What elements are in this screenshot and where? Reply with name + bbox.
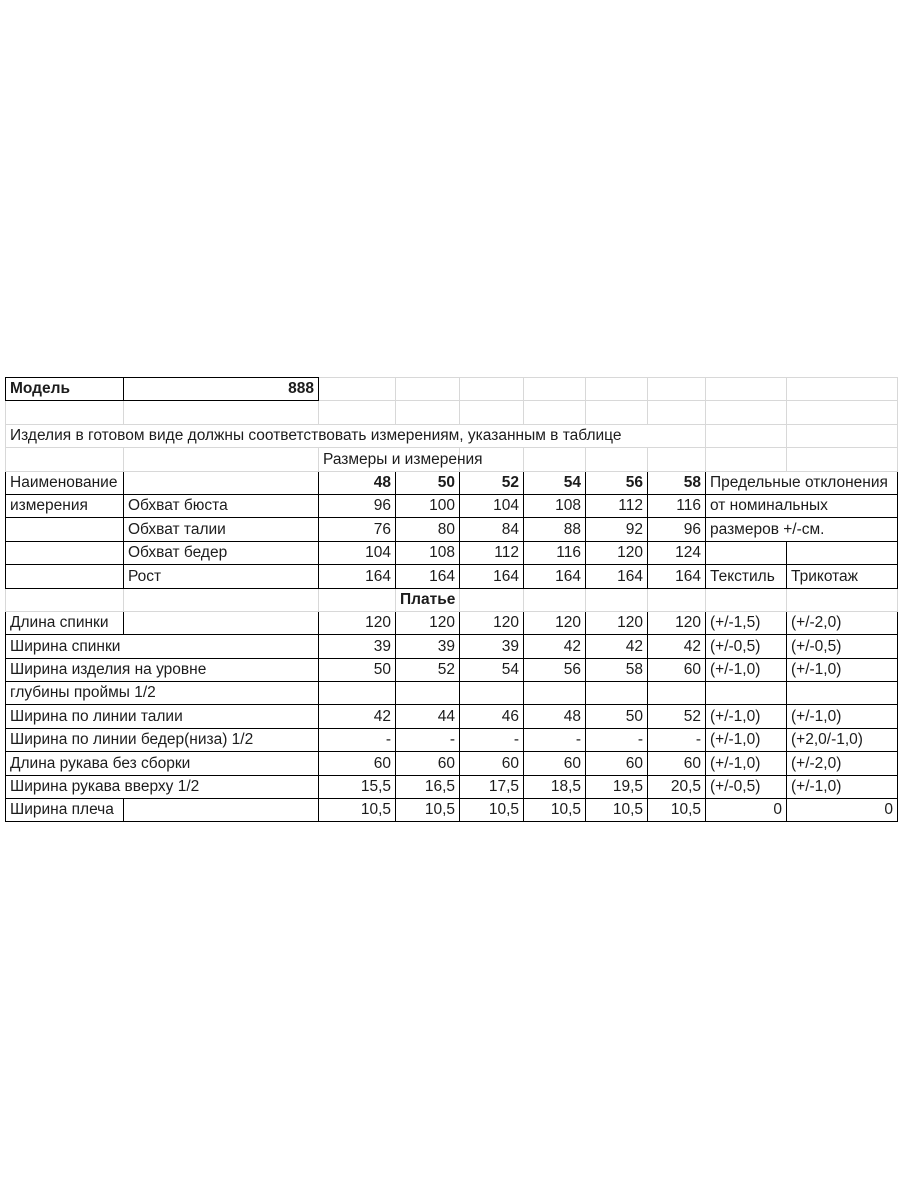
empty-cell <box>648 378 706 401</box>
measurement-value-cell: 124 <box>648 541 706 564</box>
textile-tolerance-cell: (+/-1,0) <box>706 728 787 751</box>
dress-value-cell: - <box>319 728 396 751</box>
dress-value-cell: 60 <box>524 752 586 775</box>
knit-tolerance-cell: (+2,0/-1,0) <box>787 728 898 751</box>
empty-cell <box>6 448 124 471</box>
dress-value-cell: 42 <box>524 635 586 658</box>
dress-value-cell: 46 <box>460 705 524 728</box>
sizes-title-row <box>6 448 898 471</box>
measurement-value-cell: 76 <box>319 518 396 541</box>
dress-value-cell: 39 <box>319 635 396 658</box>
deviation-note-cell: от номинальных <box>706 494 898 517</box>
empty-cell <box>787 448 898 471</box>
measurement-label-cell: Рост <box>124 565 319 588</box>
measurement-row <box>6 518 898 541</box>
measurement-value-cell: 164 <box>396 565 460 588</box>
textile-tolerance-cell: (+/-0,5) <box>706 775 787 798</box>
dress-value-cell: 60 <box>396 752 460 775</box>
empty-cell <box>6 588 124 611</box>
dress-value-cell: 60 <box>648 752 706 775</box>
dress-value-cell: 52 <box>648 705 706 728</box>
dress-value-cell: 10,5 <box>396 799 460 822</box>
dress-value-cell: - <box>648 728 706 751</box>
dress-value-cell: - <box>524 728 586 751</box>
empty-cell <box>706 378 787 401</box>
empty-cell <box>124 611 319 634</box>
empty-cell <box>460 378 524 401</box>
dress-row <box>6 611 898 634</box>
empty-cell <box>706 401 787 424</box>
empty-row <box>6 401 898 424</box>
empty-cell <box>586 378 648 401</box>
model-number-cell: 888 <box>124 378 319 401</box>
dress-value-cell: 120 <box>396 611 460 634</box>
dress-value-cell: 39 <box>396 635 460 658</box>
dress-value-cell: 52 <box>396 658 460 681</box>
header-name2-cell: измерения <box>6 494 124 517</box>
empty-cell <box>648 401 706 424</box>
dress-row <box>6 799 898 822</box>
note-cell: Изделия в готовом виде должны соответствовать измерениям, указанным в таблице <box>6 424 706 447</box>
measurement-value-cell: 116 <box>524 541 586 564</box>
measurement-value-cell: 108 <box>396 541 460 564</box>
empty-cell <box>396 378 460 401</box>
dress-row <box>6 658 898 681</box>
measurement-value-cell: 112 <box>586 494 648 517</box>
dress-row <box>6 775 898 798</box>
dress-label-cell: Ширина рукава вверху 1/2 <box>6 775 319 798</box>
knit-header-cell: Трикотаж <box>787 565 898 588</box>
empty-cell <box>6 401 124 424</box>
measurement-value-cell: 164 <box>524 565 586 588</box>
dress-value-cell: 19,5 <box>586 775 648 798</box>
dress-value-cell <box>586 682 648 705</box>
empty-cell <box>6 541 124 564</box>
empty-cell <box>787 424 898 447</box>
knit-tolerance-cell: 0 <box>787 799 898 822</box>
dress-value-cell: 56 <box>524 658 586 681</box>
dress-value-cell: 50 <box>319 658 396 681</box>
dress-value-cell: 50 <box>586 705 648 728</box>
dress-value-cell: 42 <box>586 635 648 658</box>
size-chart-sheet <box>5 377 898 822</box>
measurement-row <box>6 565 898 588</box>
empty-cell <box>319 378 396 401</box>
header-size-cell: 56 <box>586 471 648 494</box>
dress-value-cell: 16,5 <box>396 775 460 798</box>
empty-cell <box>524 378 586 401</box>
dress-value-cell: 120 <box>460 611 524 634</box>
dress-value-cell: 15,5 <box>319 775 396 798</box>
dress-value-cell: 10,5 <box>586 799 648 822</box>
dress-row <box>6 682 898 705</box>
empty-cell <box>6 518 124 541</box>
dress-value-cell <box>319 682 396 705</box>
measurement-value-cell: 120 <box>586 541 648 564</box>
measurement-value-cell: 92 <box>586 518 648 541</box>
header-size-cell: 50 <box>396 471 460 494</box>
empty-cell <box>706 448 787 471</box>
dress-value-cell: 17,5 <box>460 775 524 798</box>
empty-cell <box>460 401 524 424</box>
textile-header-cell <box>706 541 787 564</box>
dress-row <box>6 728 898 751</box>
empty-cell <box>524 401 586 424</box>
dress-value-cell: 18,5 <box>524 775 586 798</box>
empty-cell <box>319 588 396 611</box>
measurement-value-cell: 116 <box>648 494 706 517</box>
empty-cell <box>460 588 524 611</box>
empty-cell <box>319 401 396 424</box>
dress-value-cell: 60 <box>319 752 396 775</box>
size-chart-table <box>5 377 898 822</box>
empty-cell <box>124 401 319 424</box>
knit-tolerance-cell: (+/-2,0) <box>787 611 898 634</box>
empty-cell <box>787 401 898 424</box>
empty-cell <box>586 401 648 424</box>
knit-tolerance-cell: (+/-2,0) <box>787 752 898 775</box>
dress-value-cell: - <box>396 728 460 751</box>
dress-value-cell: 10,5 <box>319 799 396 822</box>
knit-tolerance-cell: (+/-1,0) <box>787 775 898 798</box>
dress-label-cell: Ширина плеча <box>6 799 124 822</box>
dress-value-cell: 42 <box>319 705 396 728</box>
dress-value-cell: 120 <box>648 611 706 634</box>
header-row <box>6 471 898 494</box>
dress-label-cell: Ширина изделия на уровне <box>6 658 319 681</box>
empty-cell <box>787 378 898 401</box>
textile-tolerance-cell <box>706 682 787 705</box>
dress-value-cell <box>396 682 460 705</box>
measurement-label-cell: Обхват бюста <box>124 494 319 517</box>
dress-value-cell: 10,5 <box>524 799 586 822</box>
dress-value-cell: 42 <box>648 635 706 658</box>
measurement-value-cell: 164 <box>319 565 396 588</box>
dress-value-cell: 54 <box>460 658 524 681</box>
garment-section-title-cell: Платье <box>396 588 460 611</box>
dress-label-cell: Длина рукава без сборки <box>6 752 319 775</box>
dress-label-cell: Длина спинки <box>6 611 124 634</box>
dress-row <box>6 705 898 728</box>
dress-label-cell: Ширина по линии бедер(низа) 1/2 <box>6 728 319 751</box>
measurement-value-cell: 80 <box>396 518 460 541</box>
measurement-value-cell: 84 <box>460 518 524 541</box>
measurement-value-cell: 164 <box>460 565 524 588</box>
measurement-value-cell: 108 <box>524 494 586 517</box>
empty-cell <box>648 448 706 471</box>
dress-value-cell <box>648 682 706 705</box>
knit-tolerance-cell: (+/-1,0) <box>787 658 898 681</box>
textile-tolerance-cell: (+/-1,0) <box>706 705 787 728</box>
textile-tolerance-cell: (+/-1,5) <box>706 611 787 634</box>
textile-tolerance-cell: 0 <box>706 799 787 822</box>
empty-cell <box>124 471 319 494</box>
header-deviations-cell: Предельные отклонения <box>706 471 898 494</box>
dress-value-cell: 60 <box>648 658 706 681</box>
measurement-label-cell: Обхват талии <box>124 518 319 541</box>
garment-section-row <box>6 588 898 611</box>
dress-value-cell: 58 <box>586 658 648 681</box>
knit-tolerance-cell: (+/-1,0) <box>787 705 898 728</box>
measurement-value-cell: 96 <box>319 494 396 517</box>
header-size-cell: 48 <box>319 471 396 494</box>
textile-tolerance-cell: (+/-1,0) <box>706 658 787 681</box>
empty-cell <box>787 588 898 611</box>
measurement-value-cell: 100 <box>396 494 460 517</box>
dress-value-cell <box>524 682 586 705</box>
header-name-cell: Наименование <box>6 471 124 494</box>
empty-cell <box>396 401 460 424</box>
header-size-cell: 52 <box>460 471 524 494</box>
measurement-value-cell: 96 <box>648 518 706 541</box>
measurement-row <box>6 541 898 564</box>
measurement-row <box>6 494 898 517</box>
measurement-value-cell: 104 <box>319 541 396 564</box>
empty-cell <box>124 448 319 471</box>
dress-value-cell: 48 <box>524 705 586 728</box>
header-size-cell: 58 <box>648 471 706 494</box>
measurement-value-cell: 88 <box>524 518 586 541</box>
empty-cell <box>524 588 586 611</box>
empty-cell <box>6 565 124 588</box>
empty-cell <box>124 799 319 822</box>
measurement-value-cell: 164 <box>648 565 706 588</box>
empty-cell <box>524 448 586 471</box>
model-label-cell: Модель <box>6 378 124 401</box>
dress-value-cell: - <box>586 728 648 751</box>
measurement-value-cell: 112 <box>460 541 524 564</box>
empty-cell <box>124 588 319 611</box>
empty-cell <box>706 424 787 447</box>
measurement-label-cell: Обхват бедер <box>124 541 319 564</box>
empty-cell <box>586 588 648 611</box>
dress-value-cell: 39 <box>460 635 524 658</box>
model-row <box>6 378 898 401</box>
deviation-note-cell: размеров +/-см. <box>706 518 898 541</box>
knit-tolerance-cell: (+/-0,5) <box>787 635 898 658</box>
dress-value-cell <box>460 682 524 705</box>
dress-value-cell: 60 <box>586 752 648 775</box>
dress-value-cell: 120 <box>319 611 396 634</box>
header-size-cell: 54 <box>524 471 586 494</box>
dress-row <box>6 752 898 775</box>
dress-value-cell: 120 <box>586 611 648 634</box>
textile-header-cell: Текстиль <box>706 565 787 588</box>
dress-value-cell: 20,5 <box>648 775 706 798</box>
textile-tolerance-cell: (+/-0,5) <box>706 635 787 658</box>
note-row <box>6 424 898 447</box>
textile-tolerance-cell: (+/-1,0) <box>706 752 787 775</box>
dress-value-cell: 120 <box>524 611 586 634</box>
dress-value-cell: 60 <box>460 752 524 775</box>
dress-value-cell: - <box>460 728 524 751</box>
empty-cell <box>648 588 706 611</box>
empty-cell <box>706 588 787 611</box>
knit-tolerance-cell <box>787 682 898 705</box>
measurement-value-cell: 104 <box>460 494 524 517</box>
measurement-value-cell: 164 <box>586 565 648 588</box>
dress-row <box>6 635 898 658</box>
knit-header-cell <box>787 541 898 564</box>
dress-value-cell: 10,5 <box>460 799 524 822</box>
dress-label-cell: Ширина по линии талии <box>6 705 319 728</box>
dress-value-cell: 44 <box>396 705 460 728</box>
dress-label-cell: глубины проймы 1/2 <box>6 682 319 705</box>
empty-cell <box>586 448 648 471</box>
dress-label-cell: Ширина спинки <box>6 635 319 658</box>
sizes-title-cell: Размеры и измерения <box>319 448 460 471</box>
dress-value-cell: 10,5 <box>648 799 706 822</box>
